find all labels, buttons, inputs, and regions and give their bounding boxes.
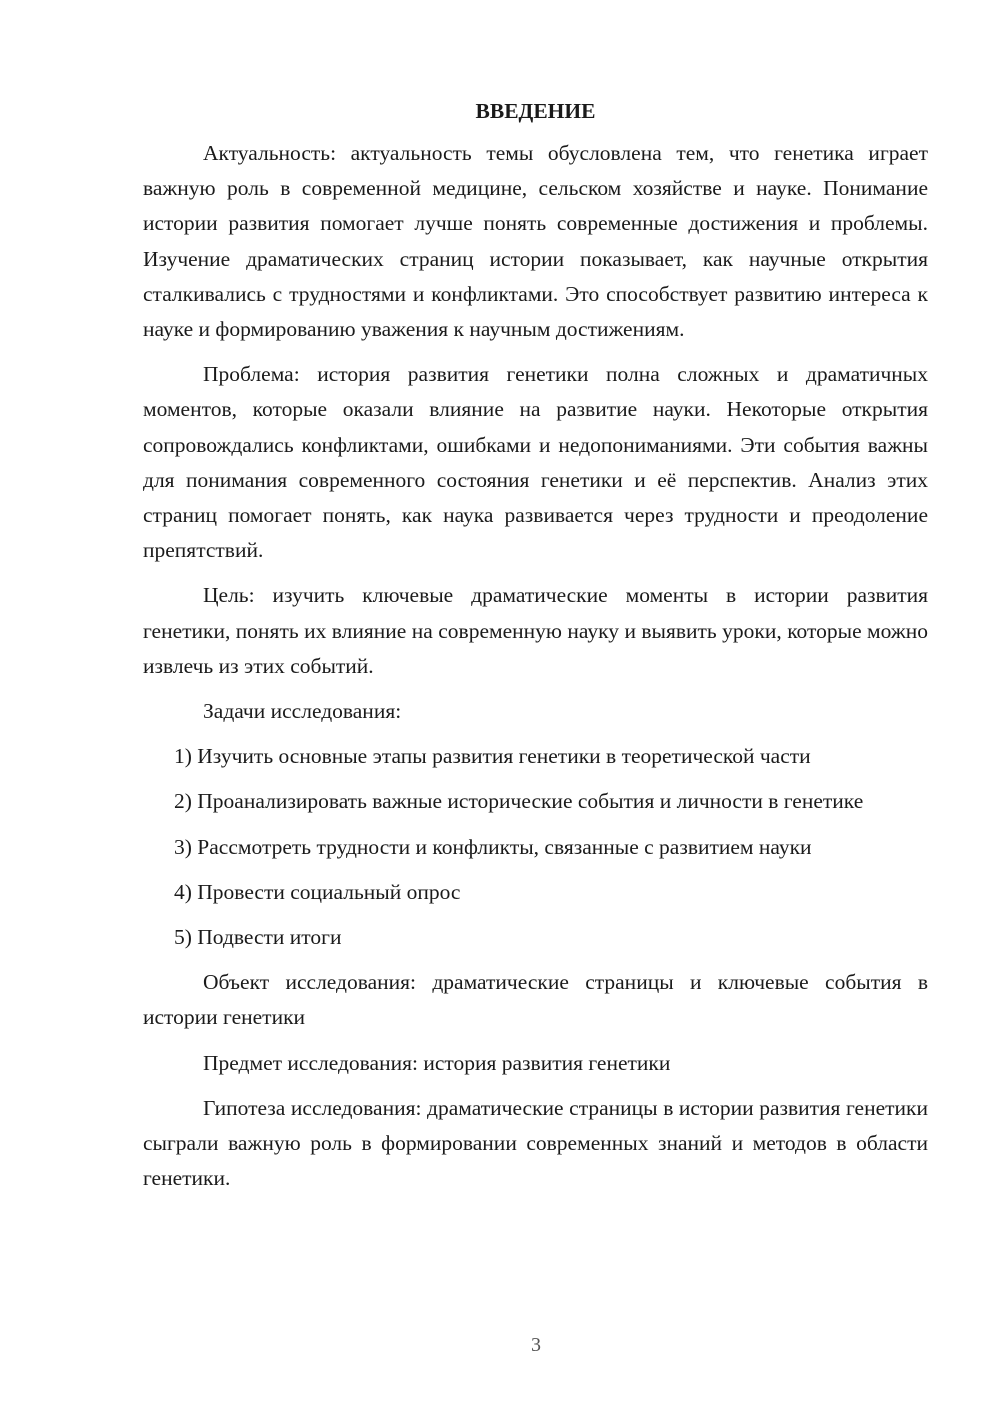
paragraph-actuality: Актуальность: актуальность темы обусловлена тем, что генетика играет важную роль в современной медицине, сельском хозяйстве и науке. Понимание истории развития помогает лучше понять современные достижения и проблемы. Изучение драматических страниц истории показывает, как научные открытия сталкивались с трудностями и конфликтами. Это способствует развитию интереса к науке и формированию уважения к научным достижениям. xyxy=(143,141,928,342)
task-item: 4) Провести социальный опрос xyxy=(174,879,461,904)
paragraph-subject: Предмет исследования: история развития генетики xyxy=(203,1050,671,1075)
task-item: 5) Подвести итоги xyxy=(174,925,342,950)
paragraph-problem: Проблема: история развития генетики полна сложных и драматичных моментов, которые оказали влияние на развитие науки. Некоторые открытия сопровождались конфликтами, ошибками и недопониманиями. Эти события важны для понимания современного состояния генетики и её перспектив. Анализ этих страниц помогает понять, как наука развивается через трудности и преодоление препятствий. xyxy=(143,362,928,563)
task-item: 1) Изучить основные этапы развития генетики в теоретической части xyxy=(174,744,811,769)
tasks-heading: Задачи исследования: xyxy=(203,699,402,724)
paragraph-object: Объект исследования: драматические страницы и ключевые события в истории генетики xyxy=(143,970,928,1030)
task-item: 2) Проанализировать важные исторические события и личности в генетике xyxy=(174,789,864,814)
page-number: 3 xyxy=(531,1334,541,1356)
paragraph-goal: Цель: изучить ключевые драматические моменты в истории развития генетики, понять их влияние на современную науку и выявить уроки, которые можно извлечь из этих событий. xyxy=(143,583,928,678)
paragraph-hypothesis: Гипотеза исследования: драматические страницы в истории развития генетики сыграли важную роль в формировании современных знаний и методов в области генетики. xyxy=(143,1095,928,1191)
document-body xyxy=(143,96,928,1196)
page-title: ВВЕДЕНИЕ xyxy=(475,99,596,123)
task-item: 3) Рассмотреть трудности и конфликты, связанные с развитием науки xyxy=(174,834,812,859)
